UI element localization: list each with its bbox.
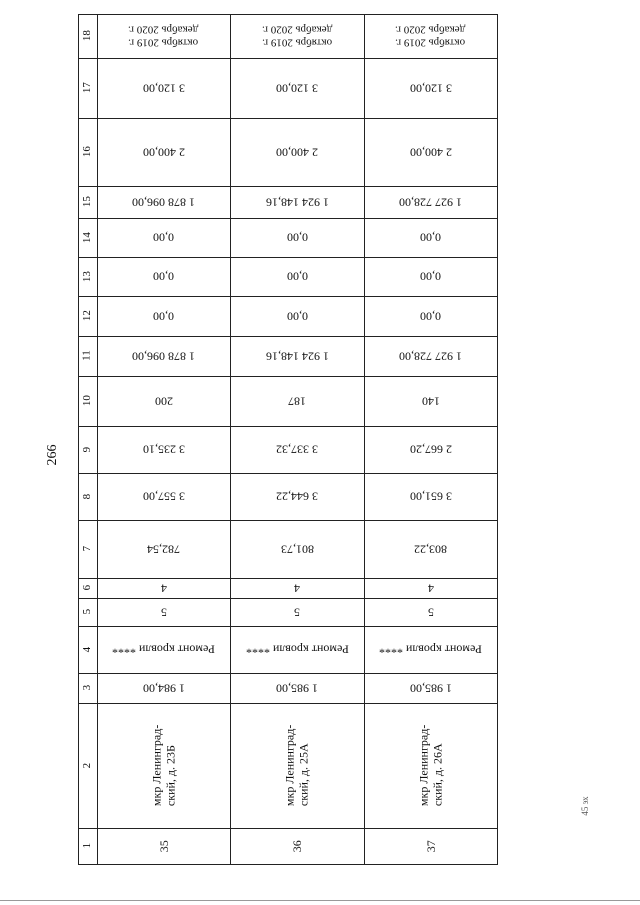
table-cell-row35-col4-text: Ремонт кровли **** [112,642,215,657]
table-cell-row35-col8 [97,473,230,520]
table-cell-row35-col11-text: 1 878 096,00 [132,349,195,364]
table-cell-row35-col16 [97,118,230,186]
table-cell-row37-col18-text: октябрь 2019 г. декабрь 2020 г. [395,24,466,49]
column-header-7 [78,520,97,578]
column-header-15-text: 15 [80,196,93,208]
table-cell-row35-col4 [97,626,230,673]
table-cell-row36-col6 [230,578,364,598]
table-cell-row36-col17-text: 3 120,00 [276,81,318,96]
column-header-8-text: 8 [80,493,93,500]
table-cell-row37-col18 [364,14,497,58]
table-cell-row35-col1-text: 35 [156,839,171,852]
table-cell-row36-col11 [230,336,364,376]
table-cell-row35-col16-text: 2 400,00 [142,145,185,160]
table-cell-row36-col3-text: 1 985,00 [276,681,318,696]
table-cell-row35-col9-text: 3 235,10 [142,442,185,457]
column-header-2-text: 2 [80,762,93,769]
table-cell-row35-col8-text: 3 557,00 [142,489,185,504]
table-cell-row37-col8-text: 3 651,00 [409,489,452,504]
table-cell-row36-col7 [230,520,364,578]
table-cell-row35-col10 [97,376,230,426]
table-cell-row37-col2-text: мкр Ленинград- ский, д. 26А [416,724,445,807]
column-header-1 [78,828,97,864]
table-cell-row37-col10-text: 140 [421,394,440,409]
table-cell-row35-col5 [97,598,230,626]
table-cell-row36-col15-text: 1 924 148,16 [265,195,329,210]
table-cell-row36-col8 [230,473,364,520]
table-cell-row36-col18-text: октябрь 2019 г. декабрь 2020 г. [261,24,333,49]
table-cell-row37-col4-text: Ремонт кровли **** [379,642,482,657]
column-header-10-text: 10 [80,395,93,407]
column-header-9-text: 9 [80,446,93,453]
column-header-12-text: 12 [80,310,93,322]
table-cell-row36-col13-text: 0,00 [286,269,308,284]
table-cell-row36-col10 [230,376,364,426]
table-cell-row35-col2 [97,703,230,828]
column-header-4-text: 4 [80,646,93,653]
column-header-9 [78,426,97,473]
column-header-1-text: 1 [80,843,93,849]
column-header-7-text: 7 [80,546,93,552]
table-cell-row37-col15-text: 1 927 728,00 [399,195,462,210]
table-cell-row36-col3 [230,673,364,703]
table-cell-row37-col16 [364,118,497,186]
table-cell-row35-col17 [97,58,230,118]
table-cell-row35-col7-text: 782,54 [147,542,180,557]
table-cell-row35-col2-text: мкр Ленинград- ский, д. 23Б [149,724,178,807]
table-cell-row37-col15 [364,186,497,218]
table-cell-row37-col11 [364,336,497,376]
column-header-10 [78,376,97,426]
column-header-6 [78,578,97,598]
table-cell-row35-col14-text: 0,00 [153,230,174,245]
table-cell-row35-col15 [97,186,230,218]
table-cell-row37-col10 [364,376,497,426]
column-header-3-text: 3 [80,685,93,691]
page-bottom-edge [0,900,640,901]
table-cell-row36-col17 [230,58,364,118]
table-cell-row36-col4-text: Ремонт кровли **** [245,642,349,657]
table-cell-row37-col4 [364,626,497,673]
table-cell-row37-col5-text: 5 [427,605,434,620]
archive-stamp: 45 эх [580,796,590,816]
table-cell-row35-col3 [97,673,230,703]
table-cell-row35-col13-text: 0,00 [153,269,174,284]
column-header-14 [78,218,97,257]
table-cell-row36-col2-text: мкр Ленинград- ский, д. 25А [282,724,311,807]
table-cell-row37-col14 [364,218,497,257]
table-cell-row36-col14-text: 0,00 [286,230,308,245]
table-cell-row35-col9 [97,426,230,473]
table-cell-row37-col16-text: 2 400,00 [409,145,452,160]
table-cell-row37-col7-text: 803,22 [414,542,447,557]
table-cell-row35-col10-text: 200 [154,394,173,409]
table-cell-row35-col18 [97,14,230,58]
table-cell-row36-col5-text: 5 [294,605,300,620]
column-header-4 [78,626,97,673]
column-header-11 [78,336,97,376]
page-number: 266 [45,444,60,466]
table-cell-row37-col13 [364,257,497,296]
column-header-2 [78,703,97,828]
column-header-16 [78,118,97,186]
table-cell-row37-col14-text: 0,00 [420,230,441,245]
column-header-5 [78,598,97,626]
table-cell-row36-col1 [230,828,364,864]
table-cell-row37-col12-text: 0,00 [420,309,441,324]
column-header-13-text: 13 [80,271,93,282]
column-header-17 [78,58,97,118]
table-cell-row35-col11 [97,336,230,376]
table-cell-row36-col5 [230,598,364,626]
column-header-3 [78,673,97,703]
table-cell-row35-col1 [97,828,230,864]
column-header-18-text: 18 [80,30,93,42]
table-cell-row36-col18 [230,14,364,58]
table-cell-row36-col16-text: 2 400,00 [276,145,318,160]
table-cell-row36-col14 [230,218,364,257]
table-cell-row36-col1-text: 36 [289,839,304,852]
table-cell-row37-col13-text: 0,00 [420,269,441,284]
table-cell-row36-col9-text: 3 337,32 [276,442,318,457]
table-cell-row36-col13 [230,257,364,296]
table-cell-row37-col1 [364,828,497,864]
table-cell-row37-col11-text: 1 927 728,00 [399,349,462,364]
column-header-11-text: 11 [80,350,93,362]
table-cell-row35-col14 [97,218,230,257]
table-cell-row36-col15 [230,186,364,218]
table-cell-row37-col5 [364,598,497,626]
table-rule [497,14,498,865]
column-header-16-text: 16 [80,146,93,158]
column-header-13 [78,257,97,296]
table-cell-row35-col3-text: 1 984,00 [142,681,185,696]
column-header-15 [78,186,97,218]
table-cell-row36-col9 [230,426,364,473]
table-cell-row35-col17-text: 3 120,00 [142,81,185,96]
table-cell-row35-col18-text: октябрь 2019 г. декабрь 2020 г. [128,24,199,49]
table-cell-row37-col3 [364,673,497,703]
table-cell-row35-col12-text: 0,00 [153,309,174,324]
column-header-14-text: 14 [80,232,93,243]
column-header-17-text: 17 [80,82,93,94]
table-cell-row36-col11-text: 1 924 148,16 [265,349,329,364]
table-cell-row37-col6 [364,578,497,598]
table-cell-row37-col9 [364,426,497,473]
table-cell-row35-col7 [97,520,230,578]
table-cell-row37-col7 [364,520,497,578]
table-cell-row35-col12 [97,296,230,336]
table-cell-row37-col1-text: 37 [423,839,438,852]
table-cell-row36-col8-text: 3 644,22 [276,489,318,504]
table-cell-row35-col5-text: 5 [160,605,167,620]
column-header-5-text: 5 [80,609,93,615]
table-cell-row37-col3-text: 1 985,00 [409,681,452,696]
table-rule [78,864,498,865]
table-cell-row35-col13 [97,257,230,296]
column-header-18 [78,14,97,58]
column-header-8 [78,473,97,520]
table-cell-row36-col12 [230,296,364,336]
table-cell-row37-col6-text: 4 [427,581,434,596]
table-cell-row36-col7-text: 801,73 [280,542,314,557]
column-header-6-text: 6 [80,585,93,591]
table-cell-row36-col10-text: 187 [288,394,306,409]
table-cell-row36-col2 [230,703,364,828]
table-cell-row37-col2 [364,703,497,828]
table-cell-row37-col12 [364,296,497,336]
table-cell-row36-col4 [230,626,364,673]
table-cell-row35-col15-text: 1 878 096,00 [132,195,195,210]
table-cell-row36-col6-text: 4 [294,581,300,596]
table-cell-row35-col6 [97,578,230,598]
column-header-12 [78,296,97,336]
table-cell-row37-col8 [364,473,497,520]
table-cell-row35-col6-text: 4 [160,581,167,596]
table-cell-row37-col9-text: 2 667,20 [409,442,452,457]
table-cell-row36-col12-text: 0,00 [286,309,308,324]
table-cell-row37-col17 [364,58,497,118]
table-cell-row37-col17-text: 3 120,00 [409,81,452,96]
table-cell-row36-col16 [230,118,364,186]
